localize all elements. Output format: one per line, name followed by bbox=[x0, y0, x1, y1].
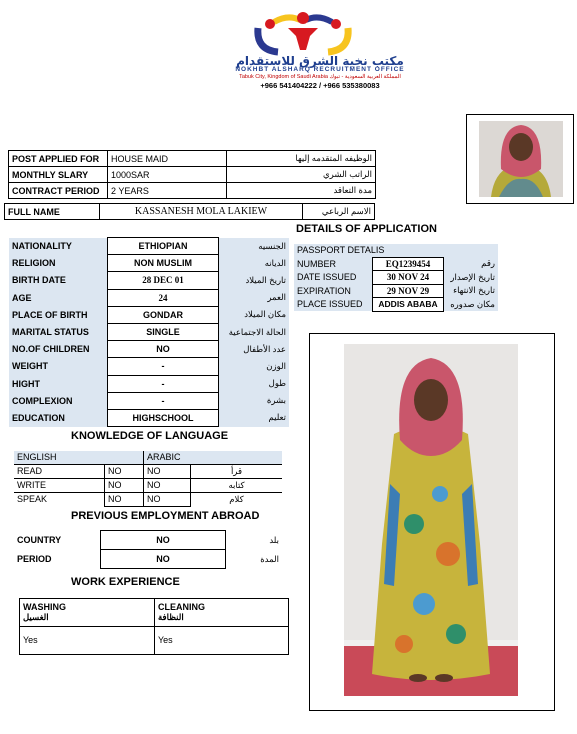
language-table bbox=[14, 451, 282, 507]
personal-row bbox=[9, 409, 289, 426]
personal-label-ar: طول bbox=[219, 375, 290, 392]
personal-label: NATIONALITY bbox=[9, 238, 108, 255]
washing-cell bbox=[20, 599, 155, 627]
personal-label-ar: العمر bbox=[219, 289, 290, 306]
language-row bbox=[14, 464, 282, 478]
personal-label-ar: تاريخ الميلاد bbox=[219, 272, 290, 289]
company-address: Tabuk City, Kingdom of Saudi Arabia المملكة العربية السعودية - تبوك bbox=[239, 74, 401, 80]
personal-label-ar: الجنسيه bbox=[219, 238, 290, 255]
language-skill: WRITE bbox=[14, 478, 105, 492]
language-row bbox=[14, 492, 282, 506]
employment-heading: PREVIOUS EMPLOYMENT ABROAD bbox=[71, 510, 260, 522]
personal-label: WEIGHT bbox=[9, 358, 108, 375]
personal-row bbox=[9, 272, 289, 289]
experience-table bbox=[19, 598, 289, 655]
passport-label: NUMBER bbox=[294, 257, 373, 271]
language-skill-ar: قرأ bbox=[191, 464, 283, 478]
personal-label-ar: مكان الميلاد bbox=[219, 306, 290, 323]
country-label-ar: بلد bbox=[269, 534, 279, 545]
arabic-level: NO bbox=[144, 478, 191, 492]
passport-row bbox=[294, 284, 498, 298]
salary-label: MONTHLY SLARY bbox=[9, 167, 108, 183]
personal-label-ar: بشرة bbox=[219, 392, 290, 409]
personal-label-ar: الوزن bbox=[219, 358, 290, 375]
passport-title: PASSPORT DETALIS bbox=[294, 244, 498, 257]
personal-value: NON MUSLIM bbox=[108, 255, 219, 272]
post-label: POST APPLIED FOR bbox=[9, 151, 108, 167]
fullname-label: FULL NAME bbox=[5, 204, 100, 220]
details-heading: DETAILS OF APPLICATION bbox=[296, 223, 437, 235]
personal-value: GONDAR bbox=[108, 306, 219, 323]
personal-label-ar: الديانه bbox=[219, 255, 290, 272]
personal-value: 24 bbox=[108, 289, 219, 306]
personal-value: SINGLE bbox=[108, 323, 219, 340]
personal-value: NO bbox=[108, 341, 219, 358]
english-level: NO bbox=[105, 478, 144, 492]
passport-row bbox=[294, 271, 498, 285]
personal-value: ETHIOPIAN bbox=[108, 238, 219, 255]
fullname-label-ar: الاسم الرباعي bbox=[303, 204, 375, 220]
personal-details-table bbox=[9, 237, 289, 427]
passport-row bbox=[294, 298, 498, 312]
washing-value: Yes bbox=[20, 627, 155, 655]
contract-value: 2 YEARS bbox=[108, 183, 227, 199]
company-logo bbox=[248, 6, 358, 56]
personal-label: AGE bbox=[9, 289, 108, 306]
arabic-header: ARABIC bbox=[144, 451, 283, 464]
arabic-level: NO bbox=[144, 464, 191, 478]
company-name-arabic: مكتب نخبة الشرق للاستقدام bbox=[236, 54, 404, 68]
passport-label-ar: تاريخ الانتهاء bbox=[444, 284, 499, 298]
washing-label-ar: الغسيل bbox=[23, 612, 49, 622]
passport-table bbox=[294, 244, 498, 312]
washing-label: WASHING bbox=[23, 602, 67, 612]
passport-label: DATE ISSUED bbox=[294, 271, 373, 285]
salary-label-ar: الراتب الشري bbox=[227, 167, 376, 183]
personal-row bbox=[9, 238, 289, 255]
language-skill: READ bbox=[14, 464, 105, 478]
company-name-english: NOKHBT ALSHARQ RECRUITMENT OFFICE bbox=[235, 66, 405, 73]
personal-row bbox=[9, 375, 289, 392]
cleaning-cell bbox=[155, 599, 289, 627]
passport-value: ADDIS ABABA bbox=[373, 298, 444, 312]
personal-label: HIGHT bbox=[9, 375, 108, 392]
arabic-level: NO bbox=[144, 492, 191, 506]
personal-label: NO.OF CHILDREN bbox=[9, 341, 108, 358]
personal-row bbox=[9, 306, 289, 323]
personal-label: EDUCATION bbox=[9, 409, 108, 426]
english-header: ENGLISH bbox=[14, 451, 144, 464]
personal-value: - bbox=[108, 392, 219, 409]
post-value: HOUSE MAID bbox=[108, 151, 227, 167]
personal-value: - bbox=[108, 358, 219, 375]
english-level: NO bbox=[105, 492, 144, 506]
personal-row bbox=[9, 341, 289, 358]
passport-label-ar: رقم bbox=[444, 257, 499, 271]
personal-label: COMPLEXION bbox=[9, 392, 108, 409]
fullname-table bbox=[4, 203, 375, 220]
personal-label-ar: تعليم bbox=[219, 409, 290, 426]
portrait-image bbox=[479, 121, 563, 197]
period-label: PERIOD bbox=[17, 554, 52, 564]
personal-row bbox=[9, 255, 289, 272]
period-label-ar: المدة bbox=[260, 553, 279, 564]
language-row bbox=[14, 478, 282, 492]
company-phones: +966 541404222 / +966 535380083 bbox=[260, 81, 380, 90]
passport-value: EQ1239454 bbox=[373, 257, 444, 271]
language-skill: SPEAK bbox=[14, 492, 105, 506]
personal-row bbox=[9, 358, 289, 375]
salary-value: 1000SAR bbox=[108, 167, 227, 183]
applicant-photo-small bbox=[466, 114, 574, 204]
passport-value: 30 NOV 24 bbox=[373, 271, 444, 285]
personal-label: BIRTH DATE bbox=[9, 272, 108, 289]
personal-label: PLACE OF BIRTH bbox=[9, 306, 108, 323]
personal-label: RELIGION bbox=[9, 255, 108, 272]
personal-row bbox=[9, 323, 289, 340]
position-table bbox=[8, 150, 376, 199]
passport-row bbox=[294, 257, 498, 271]
personal-label-ar: الحالة الاجتماعية bbox=[219, 323, 290, 340]
post-label-ar: الوظيفه المتقدمه إليها bbox=[227, 151, 376, 167]
applicant-photo-full bbox=[309, 333, 555, 711]
contract-label: CONTRACT PERIOD bbox=[9, 183, 108, 199]
personal-label-ar: عدد الأطفال bbox=[219, 341, 290, 358]
cleaning-label-ar: النظافة bbox=[158, 612, 184, 622]
language-heading: KNOWLEDGE OF LANGUAGE bbox=[71, 430, 229, 442]
personal-label: MARITAL STATUS bbox=[9, 323, 108, 340]
period-value: NO bbox=[101, 550, 226, 569]
personal-value: 28 DEC 01 bbox=[108, 272, 219, 289]
language-skill-ar: كلام bbox=[191, 492, 283, 506]
personal-row bbox=[9, 289, 289, 306]
passport-label: PLACE ISSUED bbox=[294, 298, 373, 312]
cleaning-value: Yes bbox=[155, 627, 289, 655]
cleaning-label: CLEANING bbox=[158, 602, 205, 612]
personal-value: HIGHSCHOOL bbox=[108, 409, 219, 426]
passport-label: EXPIRATION bbox=[294, 284, 373, 298]
country-value: NO bbox=[101, 531, 226, 550]
passport-label-ar: تاريخ الإصدار bbox=[444, 271, 499, 285]
passport-value: 29 NOV 29 bbox=[373, 284, 444, 298]
passport-label-ar: مكان صدوره bbox=[444, 298, 499, 312]
language-skill-ar: كتابه bbox=[191, 478, 283, 492]
english-level: NO bbox=[105, 464, 144, 478]
employment-table bbox=[14, 530, 282, 569]
fullname-value: KASSANESH MOLA LAKIEW bbox=[100, 204, 303, 220]
personal-value: - bbox=[108, 375, 219, 392]
contract-label-ar: مدة التعاقد bbox=[227, 183, 376, 199]
country-label: COUNTRY bbox=[17, 535, 62, 545]
full-body-image bbox=[344, 344, 518, 696]
personal-row bbox=[9, 392, 289, 409]
experience-heading: WORK EXPERIENCE bbox=[71, 576, 180, 588]
